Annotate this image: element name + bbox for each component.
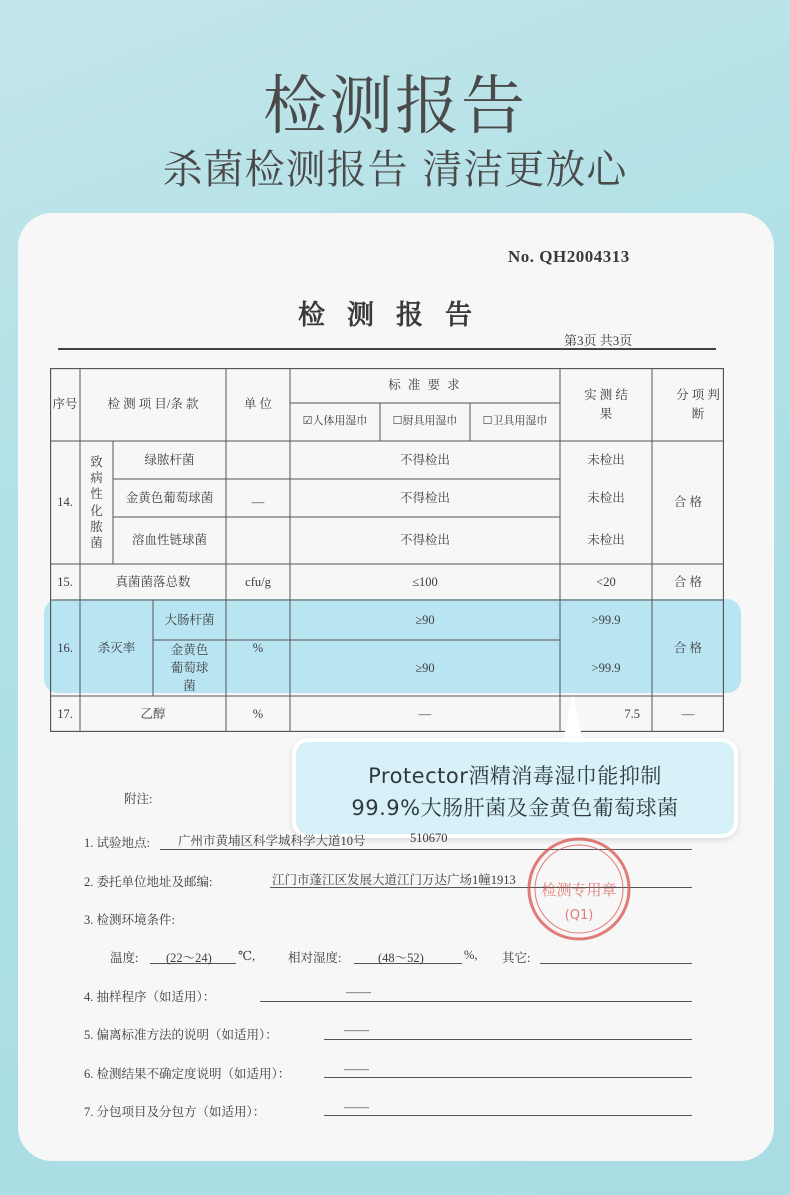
row-index: 15. <box>57 574 73 589</box>
row-standard: 不得检出 <box>399 452 450 467</box>
stamp-code: (Q1) <box>564 908 594 923</box>
row-item: 真菌菌落总数 <box>115 574 191 589</box>
client-address-value: 江门市蓬江区发展大道江门万达广场1幢1913 <box>272 873 516 887</box>
results-table <box>50 368 724 732</box>
header-opt-human: ☑人体用湿巾 <box>302 415 368 428</box>
row-index: 14. <box>57 495 73 510</box>
official-stamp <box>523 833 635 945</box>
row-group: 杀灭率 <box>97 640 136 655</box>
row-standard: 不得检出 <box>399 490 450 505</box>
header-judgement: 分 项 判 断 <box>676 388 720 421</box>
row-result: 未检出 <box>587 452 625 467</box>
row-result: 未检出 <box>587 533 625 548</box>
row-standard: ≤100 <box>412 574 438 589</box>
row-item: 大肠杆菌 <box>164 612 215 627</box>
lab-location-label: 1. 试验地点: <box>84 836 150 850</box>
lab-location-value: 广州市黄埔区科学城科学大道10号 <box>178 834 366 848</box>
row-item: 溶血性链球菌 <box>131 533 207 548</box>
callout-pointer <box>563 695 583 741</box>
report-number: No. QH2004313 <box>508 247 630 266</box>
header-divider <box>58 348 716 350</box>
temperature-unit: ℃, <box>238 949 256 963</box>
report-title: 检测报告 <box>298 300 494 330</box>
header-standard: 标 准 要 求 <box>388 378 462 393</box>
row-judgement: 合 格 <box>673 495 703 510</box>
row-unit: % <box>252 706 264 721</box>
humidity-unit: %, <box>464 948 478 962</box>
row-item: 乙醇 <box>140 706 166 721</box>
humidity-label: 相对湿度: <box>288 951 342 965</box>
row-group: 致病性化脓菌 <box>90 454 103 550</box>
subcontract-underline <box>324 1115 692 1116</box>
row-standard: — <box>418 706 432 721</box>
row-item: 金黄色葡萄球菌 <box>170 642 209 694</box>
page-title: 检测报告 <box>263 70 527 144</box>
header-index: 序号 <box>52 397 78 412</box>
callout-line-2: 99.9%大肠肝菌及金黄色葡萄球菌 <box>351 796 679 820</box>
header-unit: 单 位 <box>243 397 273 412</box>
row-result: 7.5 <box>624 706 640 721</box>
humidity-value: (48～52) <box>378 951 424 965</box>
row-judgement: — <box>681 706 695 721</box>
client-address-label: 2. 委托单位地址及邮编: <box>84 875 213 889</box>
uncertainty-label: 6. 检测结果不确定度说明（如适用）： <box>84 1067 291 1081</box>
row-unit: % <box>252 640 264 655</box>
row-judgement: 合 格 <box>673 574 703 589</box>
uncertainty-value: —— <box>344 1062 369 1076</box>
header-opt-sanitary: ☐卫具用湿巾 <box>482 415 548 428</box>
temperature-label: 温度: <box>110 951 139 965</box>
row-index: 16. <box>57 640 73 655</box>
row-result: >99.9 <box>591 612 621 627</box>
other-underline <box>540 963 692 964</box>
sampling-value: —— <box>346 985 371 999</box>
environment-label: 3. 检测环境条件: <box>84 913 175 927</box>
row-index: 17. <box>57 706 73 721</box>
stamp-text: 检测专用章 <box>541 881 617 899</box>
row-item: 绿脓杆菌 <box>144 452 195 467</box>
header-item: 检 测 项 目/条 款 <box>107 397 199 412</box>
sampling-label: 4. 抽样程序（如适用）： <box>84 990 216 1004</box>
other-label: 其它: <box>502 951 531 965</box>
subcontract-label: 7. 分包项目及分包方（如适用）： <box>84 1105 266 1119</box>
uncertainty-underline <box>324 1077 692 1078</box>
sampling-underline <box>260 1001 692 1002</box>
deviation-value: —— <box>344 1023 369 1037</box>
report-card <box>18 213 774 1161</box>
row-result: >99.9 <box>591 660 621 675</box>
notes-label: 附注: <box>124 792 153 806</box>
row-item: 金黄色葡萄球菌 <box>125 490 214 505</box>
row-unit: cfu/g <box>245 574 271 589</box>
row-standard: 不得检出 <box>399 533 450 548</box>
page-subtitle: 杀菌检测报告 清洁更放心 <box>162 147 628 193</box>
deviation-label: 5. 偏离标准方法的说明（如适用）： <box>84 1028 278 1042</box>
deviation-underline <box>324 1039 692 1040</box>
header-result: 实 测 结 果 <box>584 388 628 421</box>
subcontract-value: —— <box>344 1100 369 1114</box>
temperature-value: (22～24) <box>166 951 212 965</box>
page-indicator: 第3页 共3页 <box>564 333 633 348</box>
row-unit: — <box>251 495 265 510</box>
row-result: <20 <box>596 574 616 589</box>
callout-line-1: Protector酒精消毒湿巾能抑制 <box>368 764 662 788</box>
lab-postcode: 510670 <box>410 831 448 845</box>
row-result: 未检出 <box>587 490 625 505</box>
header-opt-kitchen: ☐厨具用湿巾 <box>392 415 458 428</box>
callout-bubble <box>292 738 738 838</box>
row-standard: ≥90 <box>415 612 435 627</box>
row-judgement: 合 格 <box>673 640 703 655</box>
row-standard: ≥90 <box>415 660 435 675</box>
